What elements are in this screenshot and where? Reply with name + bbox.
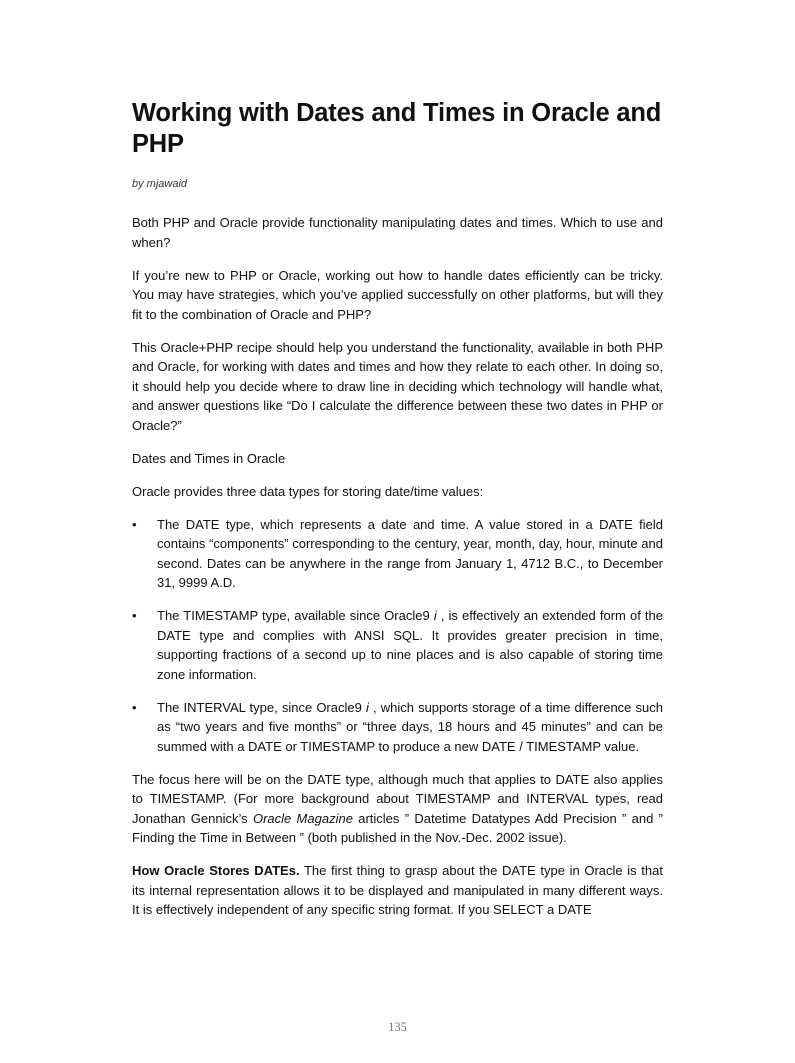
list-item-text: The INTERVAL type, since Oracle9 i , which supports storage of a time difference such as “two years and five months” or “three days, 18 hours and 45 minutes” and can be summed with a DATE or TIMESTAMP to produce a new DATE / TIMESTAMP value. — [157, 699, 663, 754]
paragraph-focus: The focus here will be on the DATE type, although much that applies to DATE also applies to TIMESTAMP. (For more background about TIMESTAMP and INTERVAL types, read Jonathan Gennick’s Oracle Magazine articles ” Datetime Datatypes Add Precision ” and ” Finding the Time in Between ” (both published in the Nov.-Dec. 2002 issue). — [132, 771, 663, 845]
bullet-marker: • — [132, 699, 137, 715]
inline-heading: How Oracle Stores DATEs. — [132, 863, 300, 878]
page-number: 135 — [388, 1020, 407, 1034]
bullet-marker: • — [132, 516, 137, 532]
paragraph-new-to-php: If you’re new to PHP or Oracle, working out how to handle dates efficiently can be tricky. You may have strategies, which you’ve applied successfully on other platforms, but will they fit to the combination of Oracle and PHP? — [132, 267, 663, 322]
magazine-title: Oracle Magazine — [252, 810, 353, 826]
paragraph-intro: Both PHP and Oracle provide functionality manipulating dates and times. Which to use and when? — [132, 215, 663, 250]
list-item-text: The TIMESTAMP type, available since Oracle9 i , is effectively an extended form of the DATE type and complies with ANSI SQL. It provides greater precision in time, supporting fractions of a second up to nine places and is also capable of storing time zone information. — [157, 608, 663, 682]
list-item-timestamp-type — [132, 606, 663, 684]
paragraph-how-oracle-stores-dates: How Oracle Stores DATEs. The first thing to grasp about the DATE type in Oracle is that its internal representation allows it to be displayed and manipulated in many different ways. It is effectively independent of any specific string format. If you SELECT a DATE — [132, 863, 663, 917]
paragraph-data-types: Oracle provides three data types for storing date/time values: — [132, 483, 484, 499]
section-heading-dates-times: Dates and Times in Oracle — [132, 450, 286, 466]
list-item-text: The DATE type, which represents a date and time. A value stored in a DATE field contains “components” corresponding to the century, year, month, day, hour, minute and second. Dates can be anywhere in the range from January 1, 4712 B.C., to December 31, 9999 A.D. — [157, 516, 663, 590]
list-item-interval-type — [132, 698, 663, 757]
paragraph-recipe: This Oracle+PHP recipe should help you understand the functionality, available in both PHP and Oracle, for working with dates and times and how they relate to each other. In doing so, it should help you decide where to draw line in deciding which technology will handle what, and answer questions like “Do I calculate the difference between these two dates in PHP or Oracle?” — [132, 339, 663, 433]
bullet-marker: • — [132, 608, 137, 623]
data-type-list — [132, 515, 663, 757]
article-title: Working with Dates and Times in Oracle and PHP — [132, 99, 662, 158]
article-body — [132, 98, 663, 920]
list-item-date-type — [132, 515, 663, 593]
article-byline: by mjawaid — [132, 178, 188, 190]
